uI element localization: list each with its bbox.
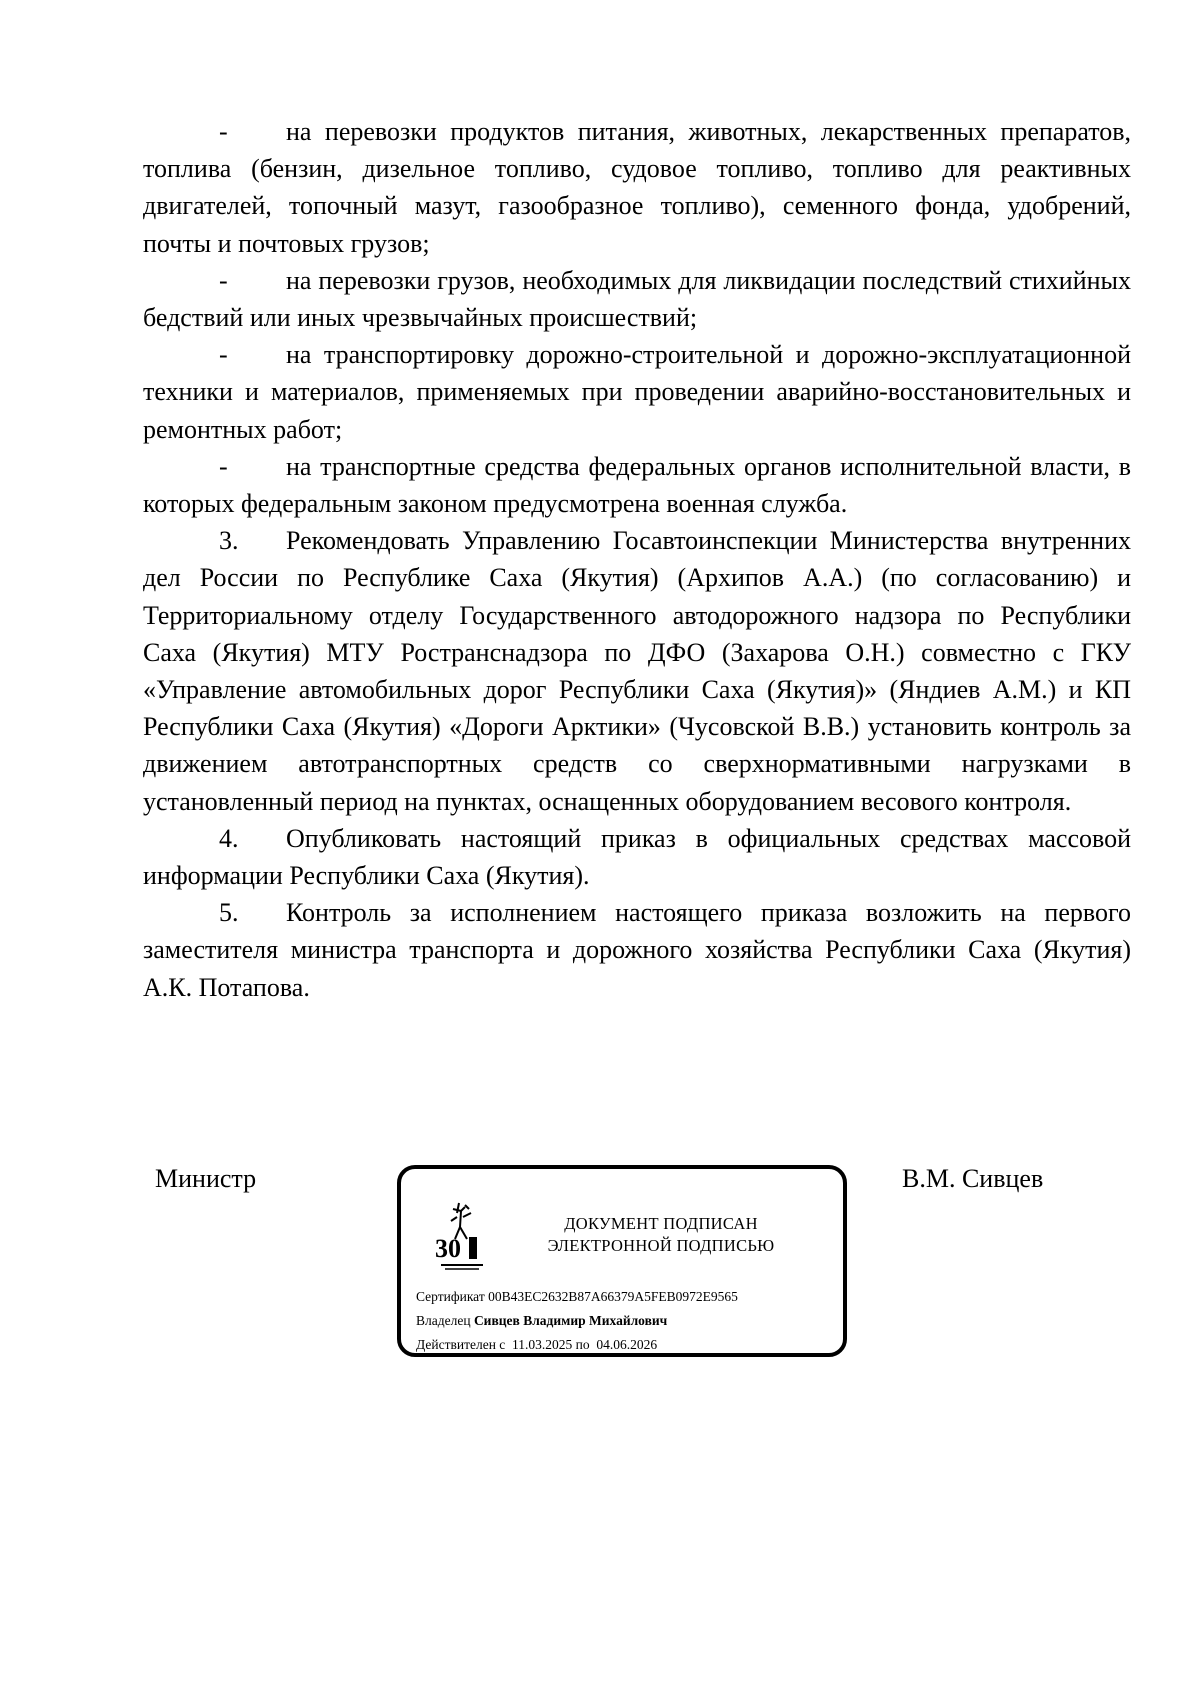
validity-row xyxy=(416,1333,738,1357)
list-marker: - xyxy=(219,117,228,146)
list-marker: - xyxy=(219,340,228,370)
valid-to-label: по xyxy=(575,1337,590,1352)
stamp-heading xyxy=(511,1213,811,1257)
anniversary-emblem-icon xyxy=(435,1199,489,1275)
list-marker: - xyxy=(219,451,228,481)
clause-number: 3. xyxy=(219,526,239,556)
list-item-federal-vehicles xyxy=(143,448,1131,522)
owner-label: Владелец xyxy=(416,1313,471,1328)
list-item-food-transport xyxy=(143,113,1131,262)
certificate-label: Сертификат xyxy=(416,1289,485,1304)
paragraph-text: на перевозки продуктов питания, животных, лекарственных препаратов, топлива (бензин, дизельное топливо, судовое топливо, топливо для реактивных двигателей, топочный мазут, газообразное топливо), семенного фонда, удобрений, почты и почтовых грузов; xyxy=(143,117,1131,258)
paragraph-text: на транспортные средства федеральных органов исполнительной власти, в которых федеральным законом предусмотрена военная служба. xyxy=(143,451,1131,519)
document-body xyxy=(143,113,1131,1006)
stamp-heading-line-1: ДОКУМЕНТ ПОДПИСАН xyxy=(564,1214,758,1233)
paragraph-text: Рекомендовать Управлению Госавтоинспекции Министерства внутренних дел России по Республике Саха (Якутия) (Архипов А.А.) (по согласованию) и Территориальному отделу Государственного автодорожного надзора по Республики Саха (Якутия) МТУ Ространснадзора по ДФО (Захарова О.Н.) совместно с ГКУ «Управление автомобильных дорог Республики Саха (Якутия)» (Яндиев А.М.) и КП Республики Саха (Якутия) «Дороги Арктики» (Чусовской В.В.) установить контроль за движением автотранспортных средств со сверхнормативными нагрузками в установленный период на пунктах, оснащенных оборудованием весового контроля. xyxy=(143,526,1131,816)
stamp-heading-line-2: ЭЛЕКТРОННОЙ ПОДПИСЬЮ xyxy=(547,1236,775,1255)
clause-3-recommendation xyxy=(143,522,1131,820)
owner-value: Сивцев Владимир Михайлович xyxy=(473,1313,668,1328)
paragraph-text: Опубликовать настоящий приказ в официальных средствах массовой информации Республики Саха (Якутия). xyxy=(143,823,1131,891)
signer-name: В.М. Сивцев xyxy=(902,1164,1044,1193)
clause-number: 5. xyxy=(219,898,239,928)
list-item-disaster-cargo xyxy=(143,262,1131,336)
list-marker: - xyxy=(219,265,228,295)
clause-5-control xyxy=(143,894,1131,1006)
clause-number: 4. xyxy=(219,823,239,853)
owner-row xyxy=(416,1309,738,1333)
electronic-signature-stamp xyxy=(397,1165,847,1357)
valid-to: 04.06.2026 xyxy=(596,1337,658,1352)
emblem-number: 30 xyxy=(435,1234,461,1263)
paragraph-text: на транспортировку дорожно-строительной и дорожно-эксплуатационной техники и материалов, применяемых при проведении аварийно-восстановительных и ремонтных работ; xyxy=(143,340,1131,444)
paragraph-text: на перевозки грузов, необходимых для ликвидации последствий стихийных бедствий или иных чрезвычайных происшествий; xyxy=(143,265,1131,333)
paragraph-text: Контроль за исполнением настоящего приказа возложить на первого заместителя министра транспорта и дорожного хозяйства Республики Саха (Якутия) А.К. Потапова. xyxy=(143,898,1131,1002)
certificate-value: 00B43EC2632B87A66379A5FEB0972E9565 xyxy=(488,1289,738,1304)
list-item-road-machinery xyxy=(143,336,1131,448)
certificate-row xyxy=(416,1285,738,1309)
stamp-details xyxy=(416,1285,738,1357)
valid-from: 11.03.2025 xyxy=(512,1337,573,1352)
valid-label: Действителен с xyxy=(416,1337,506,1352)
signer-position: Министр xyxy=(155,1164,257,1193)
clause-4-publication xyxy=(143,820,1131,894)
